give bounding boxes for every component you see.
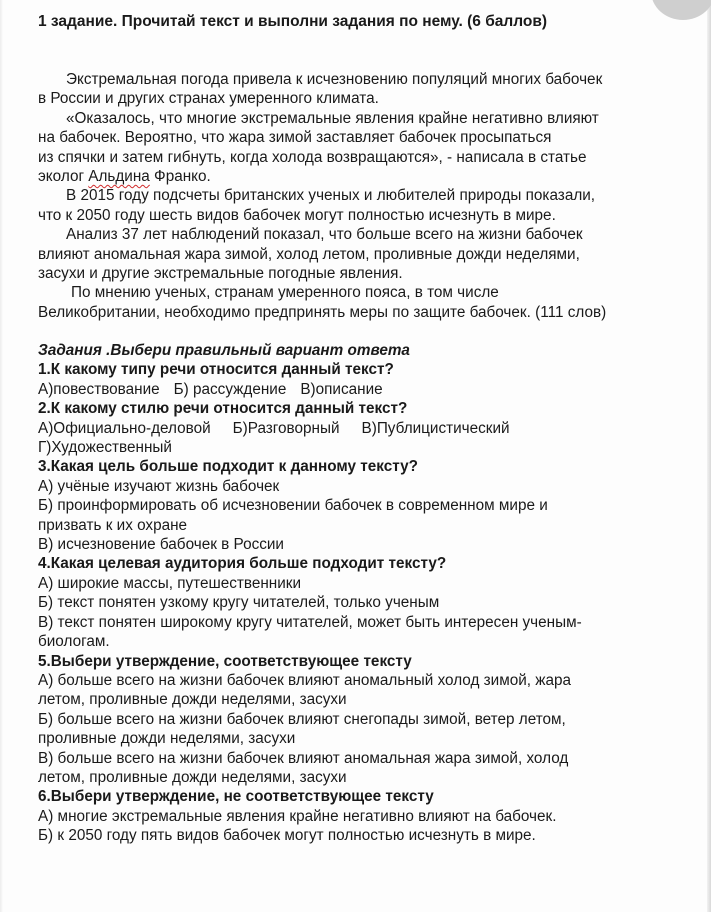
answer-option[interactable]: А)Официально-деловой <box>38 419 211 437</box>
text-line <box>38 167 688 186</box>
answer-option[interactable]: В)Публицистический <box>361 419 510 437</box>
page-edge-right <box>707 0 711 912</box>
question-5: 5.Выбери утверждение, соответствующее тексту <box>38 652 412 670</box>
answer-option[interactable]: Б) проинформировать об исчезновении бабочек в современном мире и <box>38 497 548 515</box>
answer-option-cont[interactable]: биологам. <box>38 633 110 651</box>
assignment-title: 1 задание. Прочитай текст и выполни задания по нему. (6 баллов) <box>38 13 548 30</box>
text-line: Великобритании, необходимо предпринять меры по защите бабочек. (111 слов) <box>38 303 607 321</box>
answer-option[interactable]: А) учёные изучают жизнь бабочек <box>38 477 280 495</box>
answer-option[interactable]: В) исчезновение бабочек в России <box>38 536 284 554</box>
answer-row <box>38 419 688 438</box>
reading-text <box>38 70 688 322</box>
question-3: 3.Какая цель больше подходит к данному тексту? <box>38 458 418 476</box>
answer-option[interactable]: Б) текст понятен узкому кругу читателей, только ученым <box>38 594 440 612</box>
author-name-misspelled: Альдина <box>88 168 150 186</box>
text-line: что к 2050 году шесть видов бабочек могут полностью исчезнуть в мире. <box>38 206 556 224</box>
answer-option-cont[interactable]: проливные дожди неделями, засухи <box>38 730 296 748</box>
text-line: на бабочек. Вероятно, что жара зимой заставляет бабочек просыпаться <box>38 129 552 147</box>
tasks-section <box>38 341 688 846</box>
text-line: По мнению ученых, странам умеренного пояса, в том числе <box>71 284 499 302</box>
answer-option[interactable]: Б)Разговорный <box>232 419 340 437</box>
text-line: в России и других странах умеренного климата. <box>38 90 379 108</box>
answer-option[interactable]: Б) больше всего на жизни бабочек влияют снегопады зимой, ветер летом, <box>38 710 566 728</box>
text-line: «Оказалось, что многие экстремальные явления крайне негативно влияют <box>66 109 599 127</box>
text-line: Анализ 37 лет наблюдений показал, что больше всего на жизни бабочек <box>66 226 583 244</box>
answer-option[interactable]: А)повествование <box>38 380 160 398</box>
answer-option[interactable]: В) текст понятен широкому кругу читателей, может быть интересен ученым- <box>38 613 582 631</box>
answer-option[interactable]: А) многие экстремальные явления крайне негативно влияют на бабочек. <box>38 807 557 825</box>
answer-option[interactable]: А) больше всего на жизни бабочек влияют аномальный холод зимой, жара <box>38 671 572 689</box>
page-edge-left <box>0 0 3 912</box>
question-2: 2.К какому стилю речи относится данный текст? <box>38 400 408 418</box>
author-prefix: эколог <box>38 168 89 186</box>
text-line: Экстремальная погода привела к исчезновению популяций многих бабочек <box>66 71 603 88</box>
answer-row <box>38 380 688 399</box>
answer-option[interactable]: Б) рассуждение <box>173 380 287 398</box>
question-6: 6.Выбери утверждение, не соответствующее тексту <box>38 788 434 806</box>
text-line: В 2015 году подсчеты британских ученых и любителей природы показали, <box>66 187 596 205</box>
question-1: 1.К какому типу речи относится данный текст? <box>38 361 394 379</box>
answer-option[interactable]: В) больше всего на жизни бабочек влияют аномальная жара зимой, холод <box>38 749 569 767</box>
answer-option-cont[interactable]: летом, проливные дожди неделями, засухи <box>38 691 347 709</box>
answer-option[interactable]: В)описание <box>300 380 383 398</box>
question-4: 4.Какая целевая аудитория больше подходит тексту? <box>38 555 447 573</box>
tasks-heading: Задания .Выбери правильный вариант ответа <box>38 342 410 359</box>
answer-option[interactable]: Г)Художественный <box>38 439 172 457</box>
answer-option[interactable]: Б) к 2050 году пять видов бабочек могут полностью исчезнуть в мире. <box>38 827 536 845</box>
answer-option-cont[interactable]: летом, проливные дожди неделями, засухи <box>38 768 347 786</box>
answer-option[interactable]: А) широкие массы, путешественники <box>38 574 302 592</box>
author-suffix: Франко. <box>149 168 211 186</box>
answer-option-cont[interactable]: призвать к их охране <box>38 516 188 534</box>
text-line: влияют аномальная жара зимой, холод летом, проливные дожди неделями, <box>38 245 580 263</box>
text-line: из спячки и затем гибнуть, когда холода возвращаются», - написала в статье <box>38 148 587 166</box>
text-line: засухи и другие экстремальные погодные явления. <box>38 265 403 283</box>
